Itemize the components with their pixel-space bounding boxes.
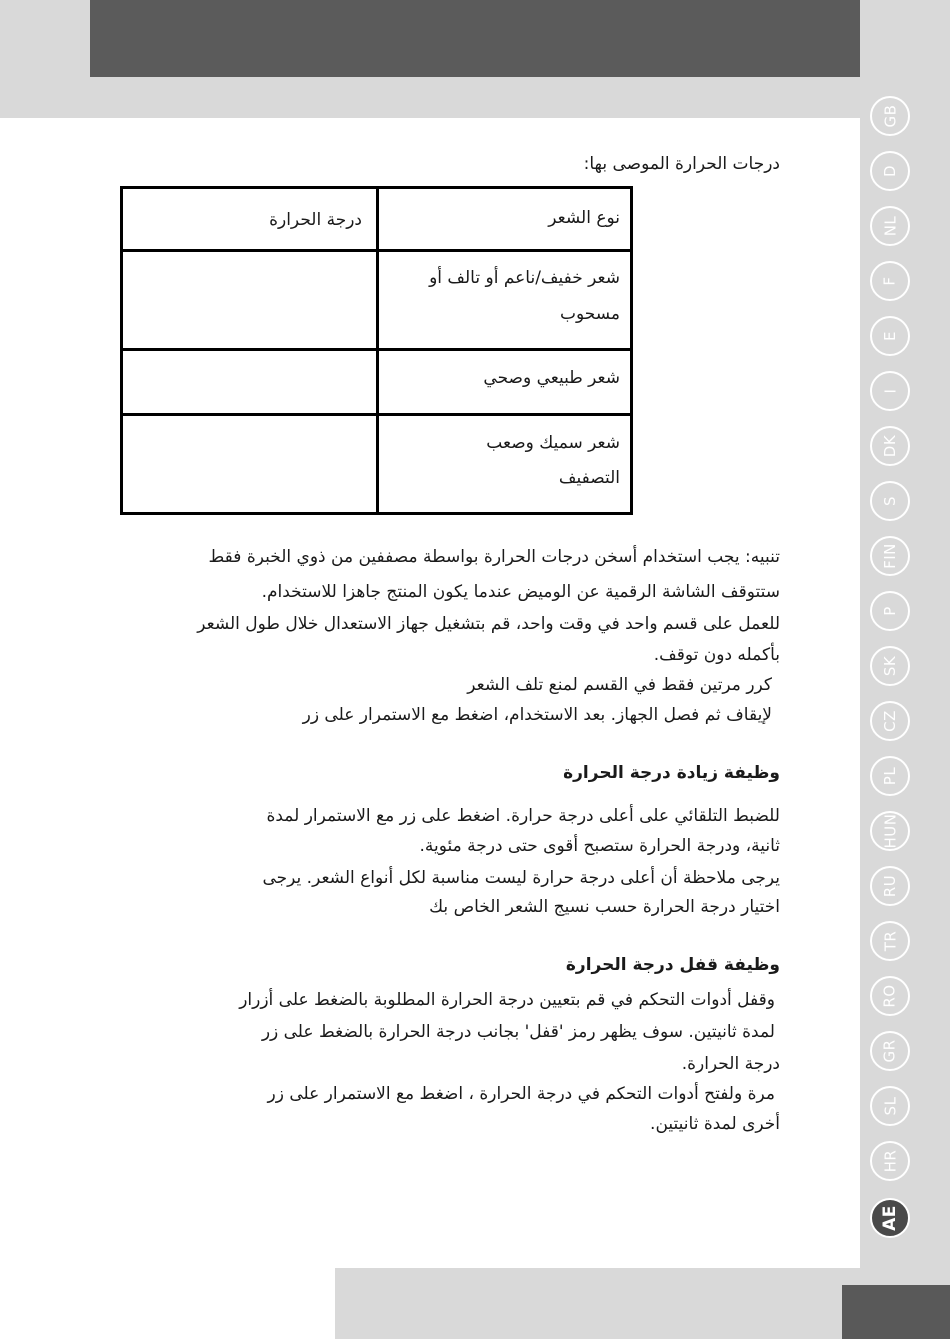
language-tab-hun[interactable]: HUN bbox=[870, 811, 910, 851]
language-tab-s[interactable]: S bbox=[870, 481, 910, 521]
hair-type-cell: شعر سميك وصعب bbox=[486, 433, 620, 453]
language-tab-gr[interactable]: GR bbox=[870, 1031, 910, 1071]
page-footer-strip bbox=[0, 1268, 335, 1339]
language-tab-cz[interactable]: CZ bbox=[870, 701, 910, 741]
body-line: للعمل على قسم واحد في وقت واحد، قم بتشغيل جهاز الاستعدال خلال طول الشعر bbox=[197, 614, 780, 634]
language-tab-ru[interactable]: RU bbox=[870, 866, 910, 906]
section-line: ثانية، ودرجة الحرارة ستصبح أقوى حتى درجة مئوية. bbox=[419, 836, 780, 856]
recommended-temps-intro: درجات الحرارة الموصى بها: bbox=[583, 154, 780, 174]
section-line: مرة ولفتح أدوات التحكم في درجة الحرارة ، اضغط مع الاستمرار على زر bbox=[267, 1084, 775, 1104]
section-line: لمدة ثانيتين. سوف يظهر رمز 'قفل' بجانب درجة الحرارة بالضغط على زر bbox=[261, 1022, 775, 1042]
language-tab-e[interactable]: E bbox=[870, 316, 910, 356]
language-tab-p[interactable]: P bbox=[870, 591, 910, 631]
language-tab-gb[interactable]: GB bbox=[870, 96, 910, 136]
body-line: كرر مرتين فقط في القسم لمنع تلف الشعر bbox=[467, 675, 772, 695]
language-tab-nl[interactable]: NL bbox=[870, 206, 910, 246]
language-tab-i[interactable]: I bbox=[870, 371, 910, 411]
language-tab-d[interactable]: D bbox=[870, 151, 910, 191]
section-line: وقفل أدوات التحكم في قم بتعيين درجة الحرارة المطلوبة بالضغط على أزرار bbox=[239, 990, 775, 1010]
temperature-table bbox=[120, 186, 633, 515]
section-heading-temp-boost: وظيفة زيادة درجة الحرارة bbox=[563, 763, 780, 783]
section-line: للضبط التلقائي على أعلى درجة حرارة. اضغط على زر مع الاستمرار لمدة bbox=[266, 806, 780, 826]
body-line: ستتوقف الشاشة الرقمية عن الوميض عندما يكون المنتج جاهزا للاستخدام. bbox=[261, 582, 780, 602]
header-bar bbox=[90, 0, 860, 77]
language-tab-dk[interactable]: DK bbox=[870, 426, 910, 466]
section-heading-temp-lock: وظيفة قفل درجة الحرارة bbox=[565, 955, 780, 975]
body-line: لإيقاف ثم فصل الجهاز. بعد الاستخدام، اضغط مع الاستمرار على زر bbox=[302, 705, 772, 725]
hair-type-cell: شعر طبيعي وصحي bbox=[483, 368, 620, 388]
language-tab-f[interactable]: F bbox=[870, 261, 910, 301]
footer-dark-block bbox=[842, 1285, 950, 1339]
language-tab-fin[interactable]: FIN bbox=[870, 536, 910, 576]
language-tab-sl[interactable]: SL bbox=[870, 1086, 910, 1126]
hair-type-cell: شعر خفيف/ناعم أو تالف أو bbox=[429, 268, 620, 288]
header-hair-type: نوع الشعر bbox=[548, 208, 620, 228]
language-tab-sk[interactable]: SK bbox=[870, 646, 910, 686]
section-line: أخرى لمدة ثانيتين. bbox=[650, 1114, 780, 1134]
hair-type-cell: مسحوب bbox=[559, 304, 620, 324]
language-tab-pl[interactable]: PL bbox=[870, 756, 910, 796]
language-tab-hr[interactable]: HR bbox=[870, 1141, 910, 1181]
section-line: درجة الحرارة. bbox=[681, 1054, 780, 1074]
caution-line: تنبيه: يجب استخدام أسخن درجات الحرارة بواسطة مصففين من ذوي الخبرة فقط bbox=[208, 547, 780, 567]
hair-type-cell: التصفيف bbox=[558, 468, 620, 488]
language-tab-tr[interactable]: TR bbox=[870, 921, 910, 961]
section-line: اختيار درجة الحرارة حسب نسيج الشعر الخاص بك bbox=[429, 897, 780, 917]
section-line: يرجى ملاحظة أن أعلى درجة حرارة ليست مناسبة لكل أنواع الشعر. يرجى bbox=[262, 868, 780, 888]
body-line: بأكمله دون توقف. bbox=[653, 645, 780, 665]
language-tab-ro[interactable]: RO bbox=[870, 976, 910, 1016]
language-tab-ae[interactable]: AE bbox=[870, 1198, 910, 1238]
table-column-divider bbox=[376, 189, 379, 512]
header-temperature: درجة الحرارة bbox=[269, 210, 362, 230]
